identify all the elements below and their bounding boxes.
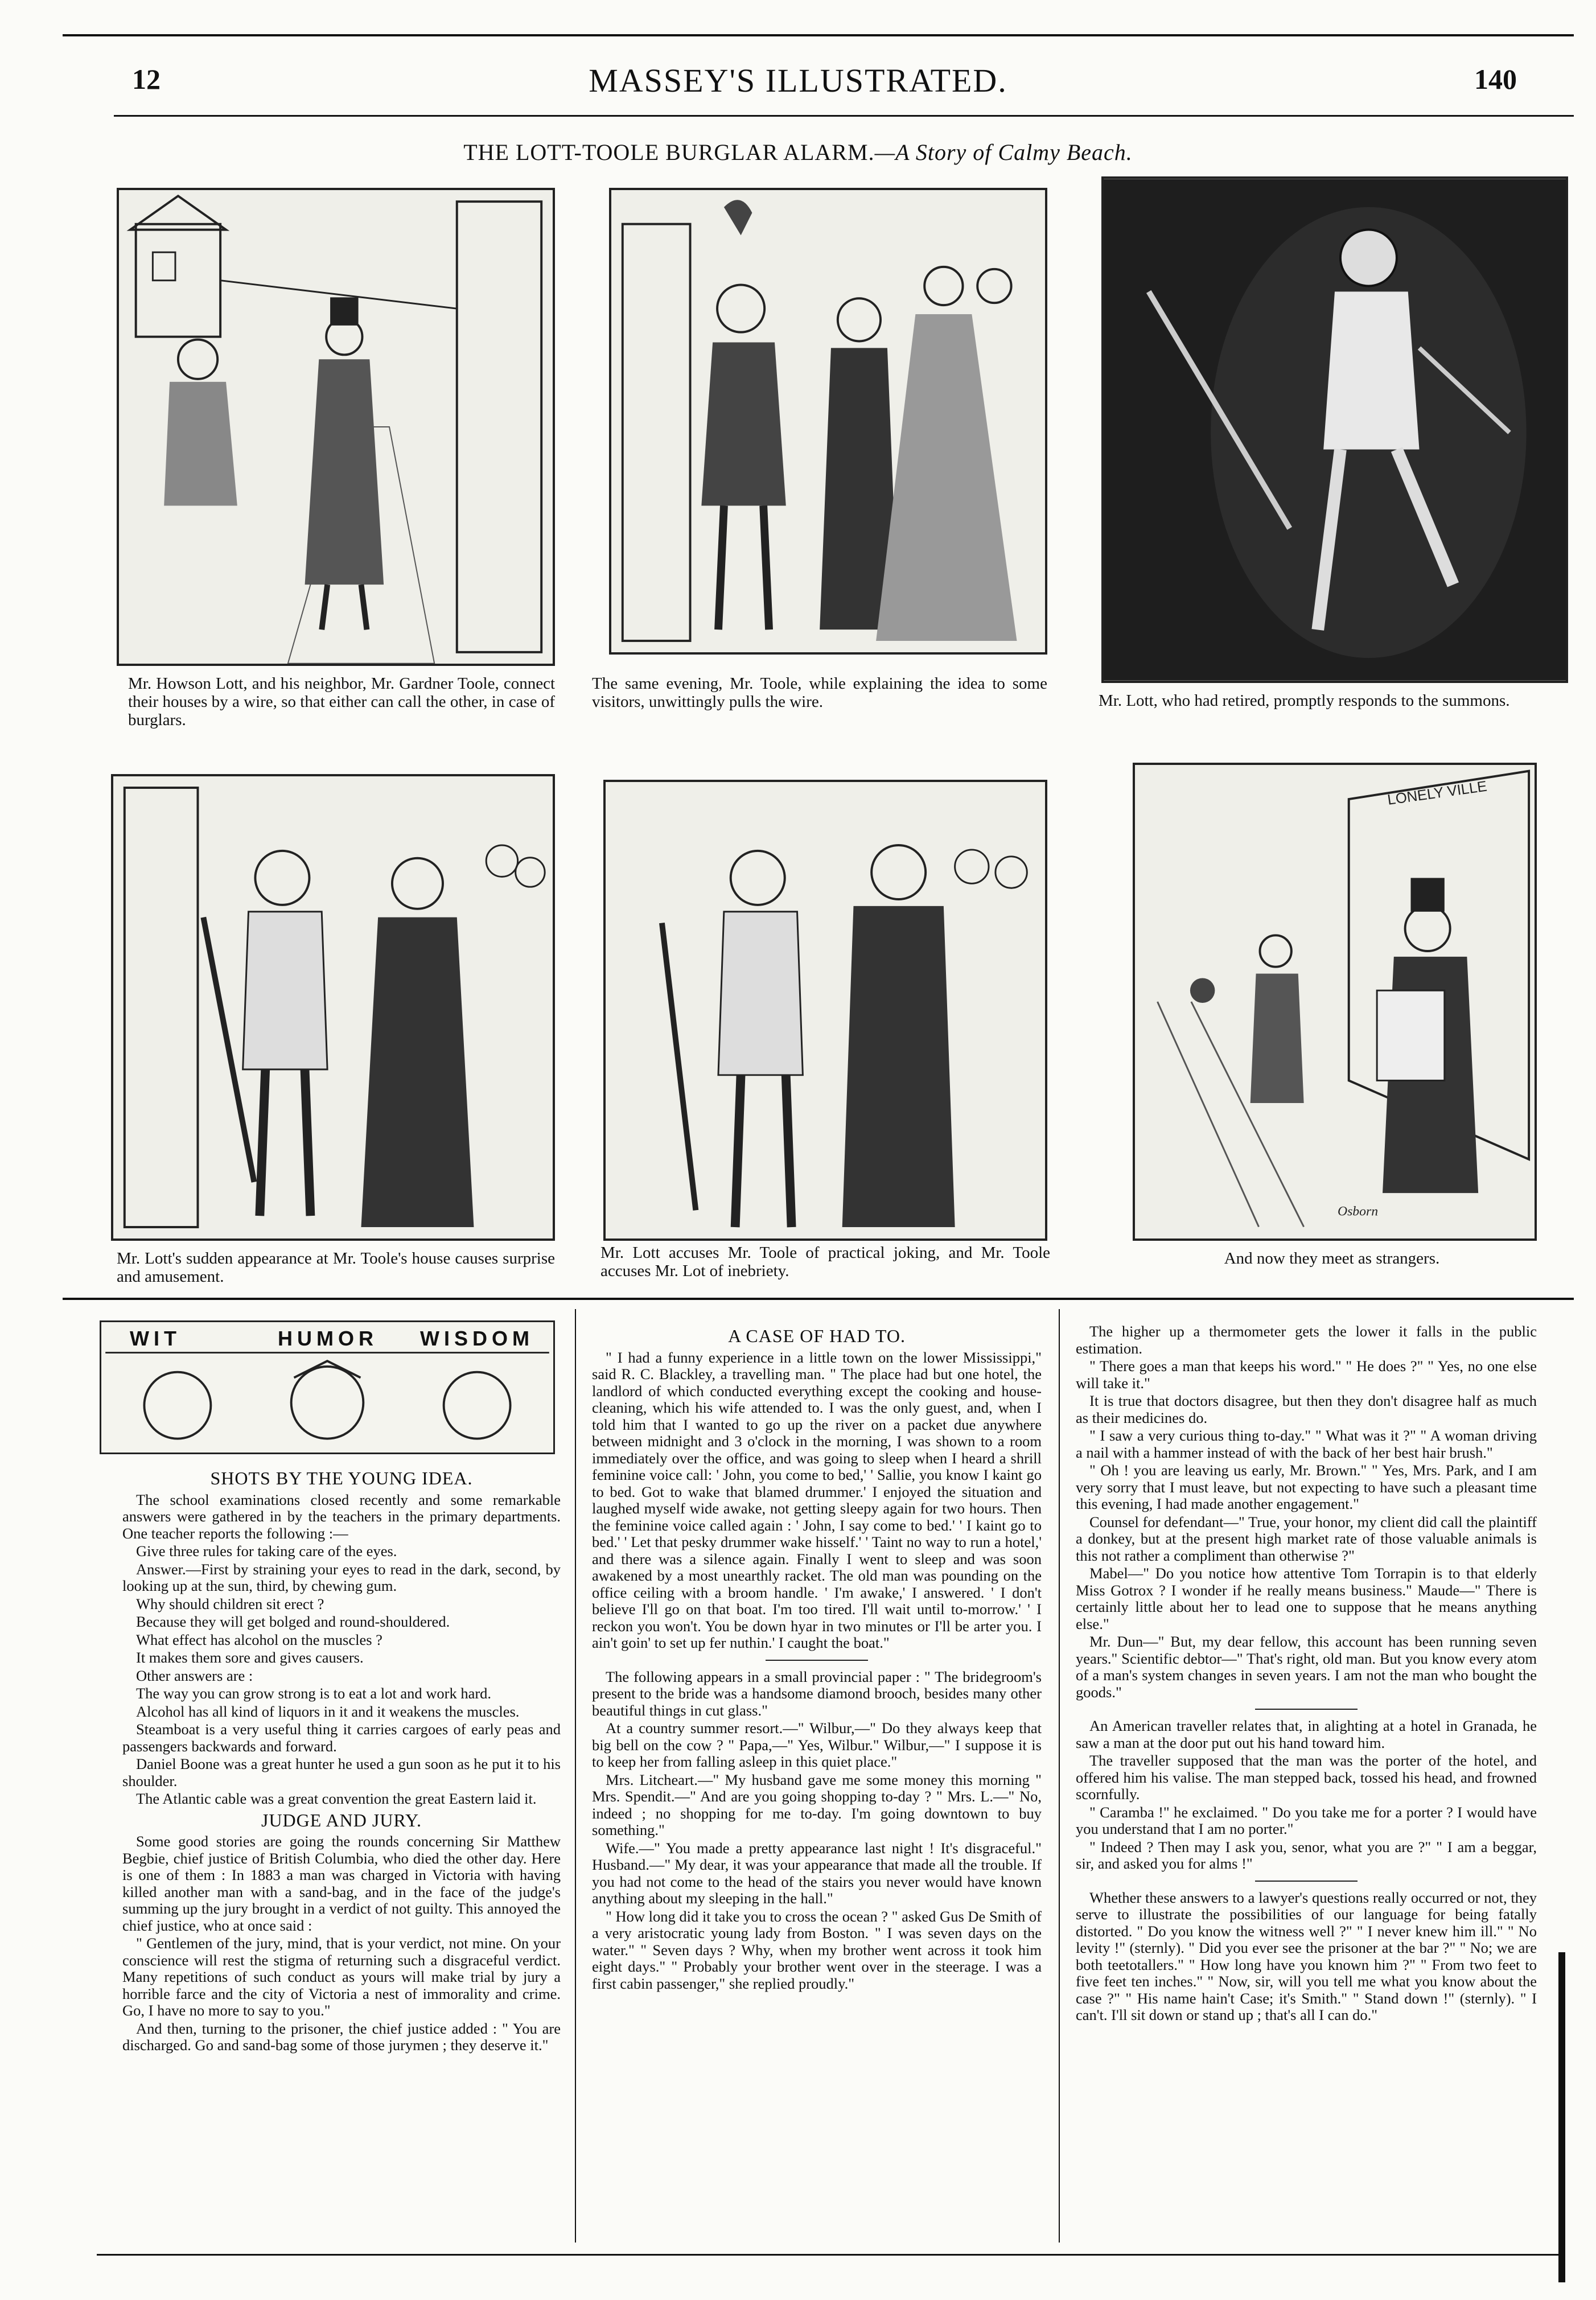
col1-paragraph: Some good stories are going the rounds concerning Sir Matthew Begbie, chief justice of British Columbia, who died the other day. Here is one of them : In 1883 a man was charged in Victoria with having killed another man with a sand-bag, and in the face of the judge's summing up the jury brought in a verdict of not guilty. This annoyed the chief justice, who at once said :: [122, 1833, 561, 1934]
col1-paragraph: What effect has alcohol on the muscles ?: [136, 1631, 382, 1648]
panel-5-illustration: [606, 782, 1045, 1239]
heading-case-of-had-to: A CASE OF HAD TO.: [728, 1326, 906, 1346]
col3-paragraph: It is true that doctors disagree, but then they don't disagree half as much as their medicines do.: [1076, 1392, 1537, 1426]
comic-panel-1: [117, 188, 555, 666]
panel-2-illustration: [611, 190, 1045, 652]
column-separator: [1255, 1709, 1358, 1710]
col1-paragraph: Answer.—First by straining your eyes to read in the dark, second, by looking up at the sun, third, by chewing gum.: [122, 1560, 561, 1594]
col2-paragraph: The following appears in a small provincial paper : " The bridegroom's present to the bride was a handsome diamond brooch, besides many other beautiful things in cut glass.": [592, 1668, 1042, 1719]
comic-panel-4: [111, 774, 555, 1241]
col2-paragraph: Wife.—" You made a pretty appearance last night ! It's disgraceful." Husband.—" My dear, it was your appearance that made all the trouble. If you had not come to the head of the stairs you never would have known anything about my sleeping in the hall.": [592, 1839, 1042, 1907]
banner-humor: HUMOR: [278, 1327, 378, 1350]
col1-paragraph: It makes them sore and gives causers.: [136, 1649, 364, 1666]
banner-faces-illustration: [101, 1322, 553, 1453]
col3-paragraph: Mabel—" Do you notice how attentive Tom Torrapin is to that elderly Miss Gotrox ? I wonder if he really means business." Maude—" There is certainly little about her to lead one to suppose that he means anything else.": [1076, 1565, 1537, 1632]
heading-shots-young-idea: SHOTS BY THE YOUNG IDEA.: [210, 1468, 473, 1488]
masthead-title: MASSEY'S ILLUSTRATED.: [589, 62, 1007, 99]
story-title: [0, 139, 1596, 166]
caption-2: The same evening, Mr. Toole, while explaining the idea to some visitors, unwittingly pulls the wire.: [592, 674, 1047, 711]
col3-paragraph: An American traveller relates that, in alighting at a hotel in Granada, he saw a man at the door put out his hand toward him.: [1076, 1717, 1537, 1751]
col1-paragraph: And then, turning to the prisoner, the chief justice added : " You are discharged. Go and sand-bag some of those jurymen ; they deserve it.": [122, 2019, 561, 2054]
station-sign: LONELY VILLE: [1386, 778, 1488, 808]
col2-paragraph: Mrs. Litcheart.—" My husband gave me some money this morning " Mrs. Spendit.—" And are you going shopping to-day ? " Mrs. L.—" No, indeed ; no shopping for me to-day. I'm going downtown to buy something.": [592, 1771, 1042, 1838]
column-separator: [1255, 1881, 1358, 1882]
caption-4: Mr. Lott's sudden appearance at Mr. Toole's house causes surprise and amusement.: [117, 1249, 555, 1286]
column-separator: [766, 1660, 868, 1661]
story-title-main: THE LOTT-TOOLE BURGLAR ALARM.: [463, 139, 875, 165]
caption-3: Mr. Lott, who had retired, promptly responds to the summons.: [1099, 692, 1510, 710]
col1-paragraph: Daniel Boone was a great hunter he used a gun soon as he put it to his shoulder.: [122, 1755, 561, 1789]
page-number-right: 140: [1474, 63, 1517, 95]
top-border: [63, 34, 1574, 36]
comic-panel-2: [609, 188, 1047, 655]
col1-paragraph: Alcohol has all kind of liquors in it and it weakens the muscles.: [136, 1702, 520, 1720]
col1-paragraph: " Gentlemen of the jury, mind, that is your verdict, not mine. On your conscience will rest the stigma of returning such a disgraceful verdict. Many repetitions of such conduct as yours will make trial by jury a horrible farce and the city of Victoria a nest of immorality and crime. Go, I have no more to say to you.": [122, 1935, 561, 2019]
panel-1-illustration: [119, 190, 553, 664]
col2-paragraph: " How long did it take you to cross the ocean ? " asked Gus De Smith of a very aristocratic young lady from Boston. " I was seven days on the water." " Seven days ? Why, when my brother went across it took him eight days." " Probably your brother went over in the steerage. I was a first cabin passenger," she replied proudly.": [592, 1907, 1042, 1992]
col2-paragraph: " I had a funny experience in a little town on the lower Mississippi," said R. C. Blackley, a travelling man. " The place had but one hotel, the landlord of which conducted everything except the cooking and house-cleaning, which his wife attended to. I was the only guest, and, when I told him that I wanted to go up the river on a packet due anywhere between midnight and 3 o'clock in the morning, I was shown to a room immediately over the office, and was going to sleep when I heard a shrill feminine voice call: ' John, you come to bed,' ' Sallie, you know I kaint go to bed. Got to wake that blamed drummer.' I enjoyed the situation and laughed myself wide awake, not getting sleepy again for two hours. Then the feminine voice called again : ' John, I say come to bed.' ' I kaint go to bed.' ' Let that pesky drummer wake hisself.' ' Taint no way to run a hotel,' and there was a silence again. Finally I went to sleep and was soon awakened by a most unearthly racket. The old man was pounding on the office ceiling with a broom handle. ' I'm awake,' I answered. ' I don't believe I'll go on that boat. I'm too tired. I'll wait until to-morrow.' ' I reckon you won't. You be down hyar in two minutes or I'll be arter you. I ain't goin' to set up fer nuthin.' I caught the boat.": [592, 1348, 1042, 1651]
banner-wisdom: WISDOM: [420, 1327, 534, 1350]
col1-paragraph: Give three rules for taking care of the eyes.: [136, 1542, 397, 1560]
column-2: [592, 1323, 1042, 1993]
comic-panel-5: [603, 780, 1047, 1241]
col3-paragraph: " There goes a man that keeps his word." " He does ?" " Yes, no one else will take it.": [1076, 1357, 1537, 1392]
panel-6-illustration: [1135, 765, 1535, 1239]
col3-paragraph: " Oh ! you are leaving us early, Mr. Brown." " Yes, Mrs. Park, and I am very sorry that I must leave, but not expecting to have such a pleasant time this evening, I had made another engagement.": [1076, 1462, 1537, 1512]
panel-3-illustration: [1104, 179, 1566, 681]
col3-paragraph: " Caramba !" he exclaimed. " Do you take me for a porter ? I would have you understand that I am no porter.": [1076, 1803, 1537, 1837]
col3-paragraph: The traveller supposed that the man was the porter of the hotel, and offered him his valise. The man stepped back, tossed his head, and frowned scornfully.: [1076, 1752, 1537, 1803]
page-number-left: 12: [132, 63, 161, 95]
wit-humor-wisdom-banner: [100, 1320, 555, 1454]
col1-paragraph: The way you can grow strong is to eat a lot and work hard.: [136, 1685, 492, 1702]
right-edge-bar: [1558, 1952, 1565, 2282]
caption-5: Mr. Lott accuses Mr. Toole of practical joking, and Mr. Toole accuses Mr. Lot of inebriety.: [600, 1244, 1050, 1280]
column-rule-2: [1059, 1309, 1060, 2243]
col2-paragraph: At a country summer resort.—" Wilbur,—" Do they always keep that big bell on the cow ? " Papa,—" Yes, Wilbur." Wilbur,—" I suppose it is to keep her from falling asleep in this quiet place.": [592, 1719, 1042, 1770]
col3-paragraph: Counsel for defendant—" True, your honor, my client did call the plaintiff a donkey, but at the present high market rate of those valuable animals is this not rather a compliment than otherwise ?": [1076, 1513, 1537, 1564]
column-3: [1076, 1323, 1537, 2025]
panel-4-illustration: [113, 776, 553, 1239]
comic-panel-3: [1101, 176, 1568, 683]
col1-paragraph: Because they will get bolged and round-shouldered.: [136, 1613, 450, 1630]
col3-paragraph: " I saw a very curious thing to-day." " What was it ?" " A woman driving a nail with a hammer instead of with the back of her best hair brush.": [1076, 1427, 1537, 1461]
bottom-rule: [97, 2254, 1560, 2256]
col1-paragraph: Other answers are :: [136, 1667, 253, 1684]
artist-signature: Osborn: [1337, 1204, 1379, 1219]
col1-paragraph: Steamboat is a very useful thing it carries cargoes of early peas and passengers backwards and forward.: [122, 1721, 561, 1755]
col3-paragraph: " Indeed ? Then may I ask you, senor, what you are ?" " I am a beggar, sir, and asked you for alms !": [1076, 1838, 1537, 1872]
col3-paragraph: Mr. Dun—" But, my dear fellow, this account has been running seven years." Scientific debtor—" That's right, old man. But you know every atom of a man's system changes in seven years. I am not the man who bought the goods.": [1076, 1633, 1537, 1701]
column-1: [122, 1466, 561, 2055]
story-title-sub: —A Story of Calmy Beach.: [874, 139, 1133, 165]
col3-paragraph: Whether these answers to a lawyer's questions really occurred or not, they serve to illustrate the possibilities of our language for being fatally distorted. " Do you know the witness well ?" " I never knew him ill." " No levity !" (sternly). " Did you ever see the prisoner at the bar ?" " No; we are both teetotallers." " How long have you known him ?" " From two feet to five feet ten inches." " Now, sir, will you tell me what you know about the case ?" " His name hain't Case; it's Smith." " Stand down !" (sternly). " I can't. I'll sit down or stand up ; that's all I can do.": [1076, 1888, 1537, 2023]
column-rule-1: [575, 1309, 576, 2243]
heading-judge-and-jury: JUDGE AND JURY.: [261, 1809, 422, 1830]
col1-paragraph: The school examinations closed recently and some remarkable answers were gathered in by the teachers in the primary departments. One teacher reports the following :—: [122, 1491, 561, 1542]
comic-panel-6: [1133, 763, 1537, 1241]
section-divider: [63, 1298, 1574, 1300]
header-rule: [114, 115, 1574, 117]
col3-paragraph: The higher up a thermometer gets the lower it falls in the public estimation.: [1076, 1323, 1537, 1357]
caption-1: Mr. Howson Lott, and his neighbor, Mr. Gardner Toole, connect their houses by a wire, so that either can call the other, in case of burglars.: [128, 674, 555, 729]
banner-wit: WIT: [130, 1327, 181, 1350]
caption-6: And now they meet as strangers.: [1224, 1249, 1440, 1268]
col1-paragraph: The Atlantic cable was a great convention the great Eastern laid it.: [136, 1790, 537, 1807]
col1-paragraph: Why should children sit erect ?: [136, 1595, 324, 1612]
